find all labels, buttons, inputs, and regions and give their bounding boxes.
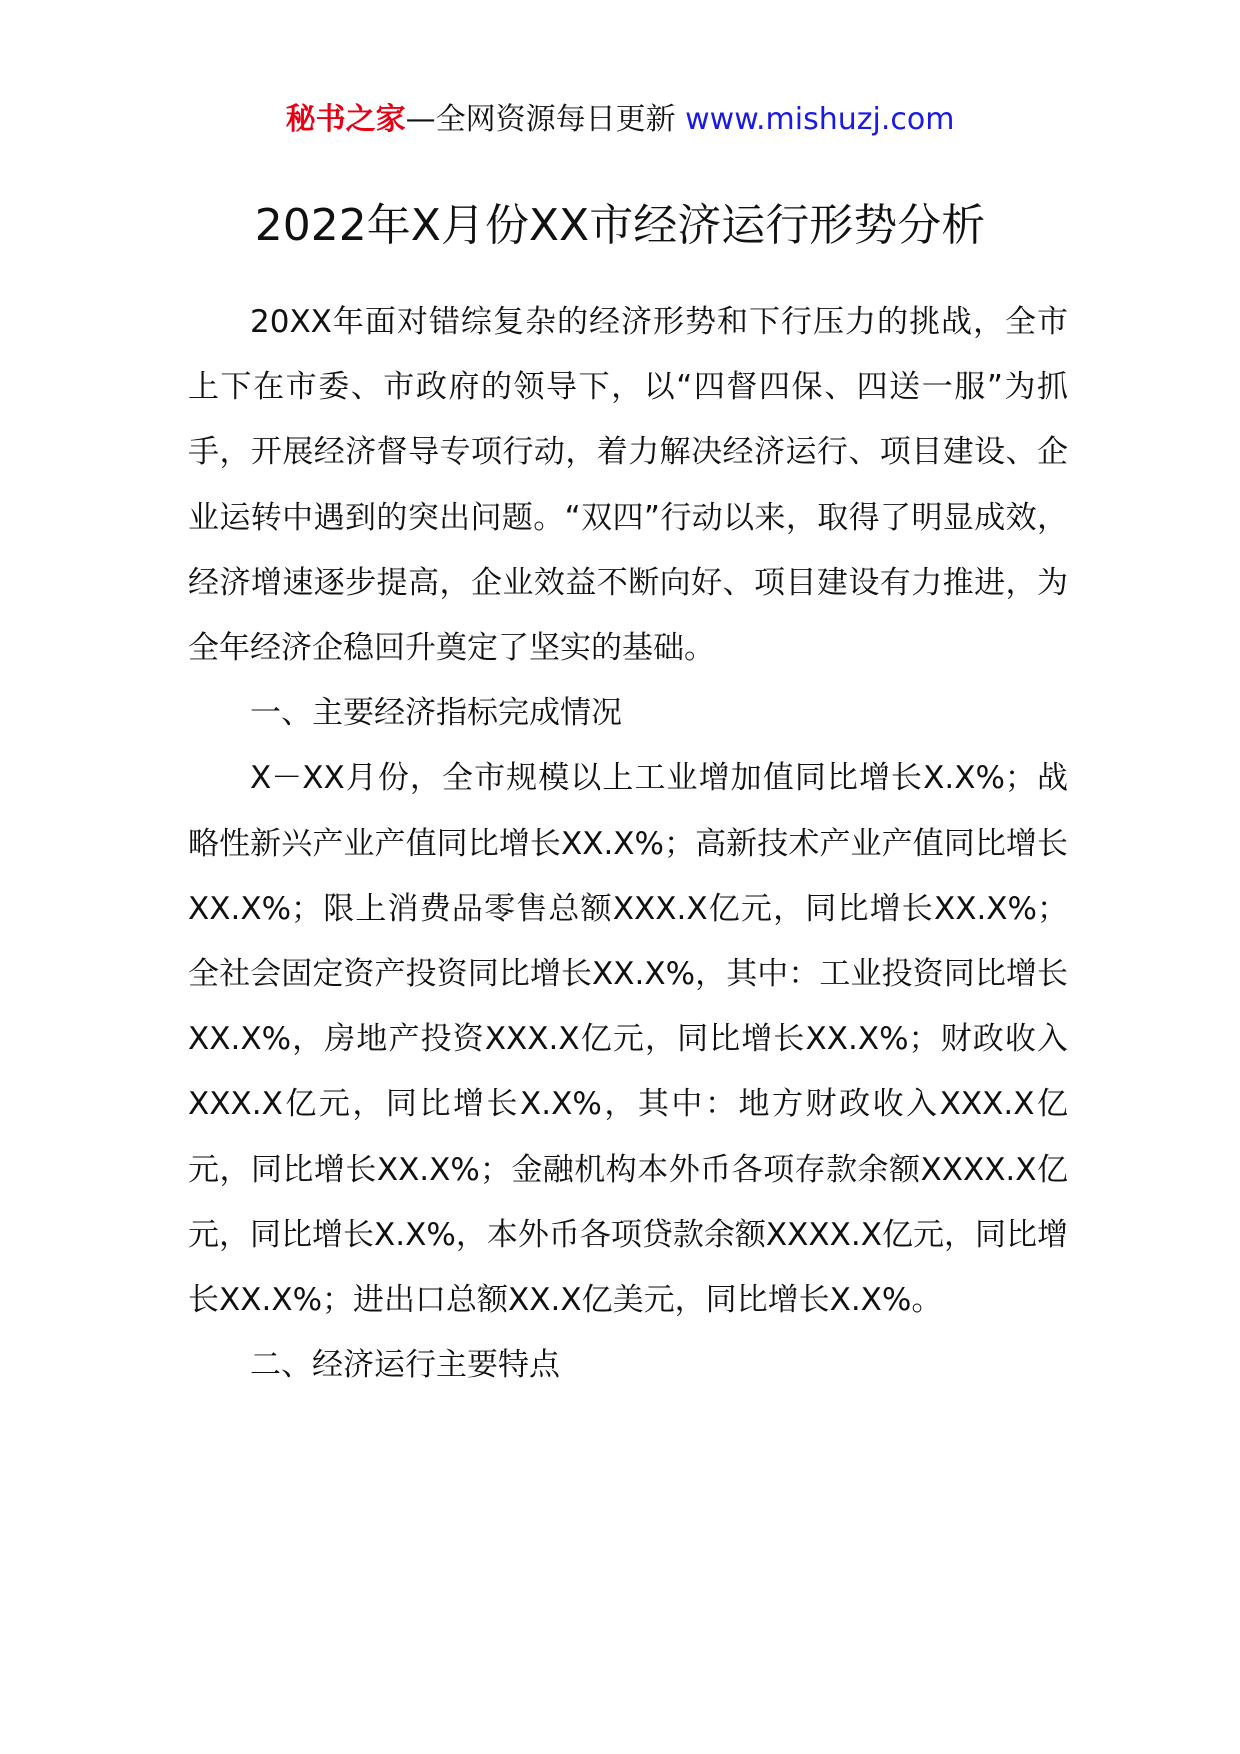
- indicators-paragraph: X－XX月份，全市规模以上工业增加值同比增长X.X%；战略性新兴产业产值同比增长XX.X%；高新技术产业产值同比增长XX.X%；限上消费品零售总额XXX.X亿元，同比增长XX.X%；全社会固定资产投资同比增长XX.X%，其中：工业投资同比增长XX.X%，房地产投资XXX.X亿元，同比增长XX.X%；财政收入XXX.X亿元，同比增长X.X%，其中：地方财政收入XXX.X亿元，同比增长XX.X%；金融机构本外币各项存款余额XXXX.X亿元，同比增长X.X%，本外币各项贷款余额XXXX.X亿元，同比增长XX.X%；进出口总额XX.X亿美元，同比增长X.X%。: [188, 760, 1068, 1319]
- site-header: [0, 100, 1240, 140]
- site-brand: 秘书之家: [285, 102, 406, 137]
- document-body: [188, 290, 1068, 1398]
- document-title: 2022年X月份XX市经济运行形势分析: [254, 200, 986, 251]
- section-heading-2: 二、经济运行主要特点: [250, 1347, 560, 1384]
- site-tagline: —全网资源每日更新: [405, 102, 686, 137]
- intro-paragraph: 20XX年面对错综复杂的经济形势和下行压力的挑战，全市上下在市委、市政府的领导下，以“四督四保、四送一服”为抓手，开展经济督导专项行动，着力解决经济运行、项目建设、企业运转中遇到的突出问题。“双四”行动以来，取得了明显成效，经济增速逐步提高，企业效益不断向好、项目建设有力推进，为全年经济企稳回升奠定了坚实的基础。: [188, 304, 1068, 667]
- site-url-link[interactable]: www.mishuzj.com: [685, 102, 955, 137]
- section-heading-1: 一、主要经济指标完成情况: [250, 695, 622, 732]
